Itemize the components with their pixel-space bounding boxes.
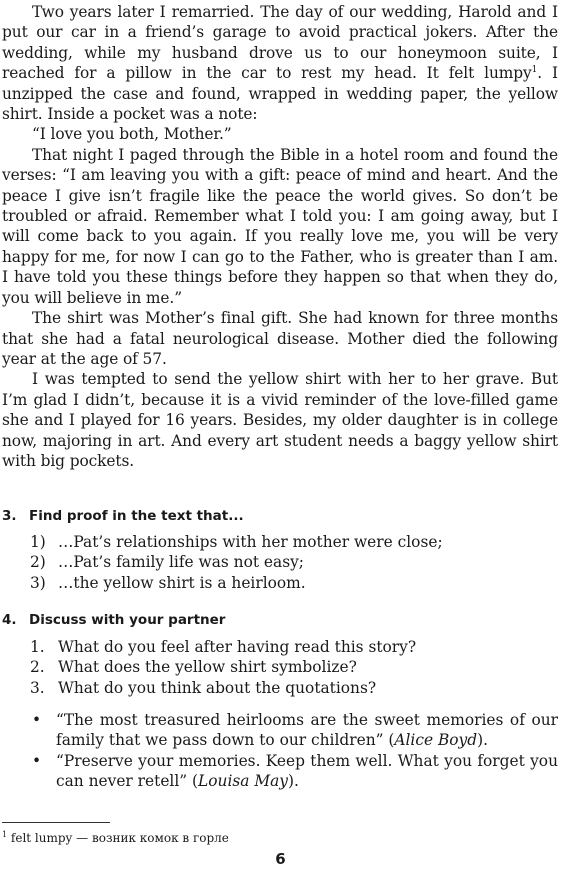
list-marker: 2) [30, 553, 46, 572]
list-item [30, 637, 558, 657]
list-item-text: What do you feel after having read this story? [58, 638, 417, 656]
story-paragraph-4: The shirt was Mother’s final gift. She had known for three months that she had a fatal neurological disease. Mother died the following year at the age of 57. [2, 309, 558, 368]
list-item-text: …Pat’s relationships with her mother were close; [58, 533, 443, 551]
list-item [30, 573, 558, 593]
list-marker: 3) [30, 573, 46, 592]
quotation-text: “Preserve your memories. Keep them well. What you forget you can never retell” ( [56, 751, 558, 791]
quotation-item [30, 710, 558, 751]
bullet-icon: • [32, 711, 42, 729]
task-4-heading [2, 611, 225, 629]
task-4-title: Discuss with your partner [29, 612, 226, 628]
story-paragraph-2: “I love you both, Mother.” [32, 125, 232, 144]
list-marker: 1) [30, 533, 46, 551]
task-4-list [30, 637, 558, 698]
list-item [30, 678, 558, 698]
task-4-number: 4. [2, 612, 17, 628]
footnote-text: felt lumpy — возник комок в горле [7, 831, 229, 845]
list-item [30, 532, 558, 552]
quotation-list [30, 710, 558, 792]
quotation-author: Louisa May [198, 772, 288, 791]
footnote-reference: 1 [531, 65, 538, 76]
task-3-heading [2, 507, 244, 525]
task-3-title: Find proof in the text that... [29, 508, 244, 524]
list-marker: 3. [30, 678, 45, 697]
task-3-number: 3. [2, 508, 17, 524]
quotation-end: ). [287, 772, 299, 791]
list-item-text: What does the yellow shirt symbolize? [58, 658, 357, 677]
quotation-author: Alice Boyd [394, 731, 478, 750]
list-marker: 1. [30, 638, 45, 656]
list-item-text: What do you think about the quotations? [58, 678, 377, 697]
list-item-text: …Pat’s family life was not easy; [58, 553, 304, 572]
list-item-text: …the yellow shirt is a heirloom. [58, 573, 306, 592]
list-item [30, 552, 558, 572]
quotation-end: ). [477, 731, 488, 750]
footnote-mark: 1 [2, 830, 8, 839]
page-number: 6 [275, 850, 286, 868]
quotation-item [30, 751, 558, 792]
story-paragraph-1 [2, 2, 558, 124]
bullet-icon: • [32, 751, 42, 770]
footnote-divider [2, 822, 110, 823]
story-paragraph-3: That night I paged through the Bible in a hotel room and found the verses: “I am leaving you with a gift: peace of mind and heart. And the peace I give isn’t fragile like the peace the world gives. So don’t be troubled or afraid. Remember what I told you: I am going away, but I will come back to you again. If you really love me, you will be very happy for me, for now I can go to the Father, who is greater than I am. I have told you these things before they happen so that when they do, you will believe in me.” [2, 145, 558, 307]
quotation-text: “The most treasured heirlooms are the sweet memories of our family that we pass down to our children” ( [56, 711, 558, 750]
footnote [2, 828, 229, 845]
list-marker: 2. [30, 658, 45, 677]
list-item [30, 657, 558, 677]
task-3-list [30, 532, 558, 593]
story-paragraph-5: I was tempted to send the yellow shirt with her to her grave. But I’m glad I didn’t, because it is a vivid reminder of the love-filled game she and I played for 16 years. Besides, my older daughter is in college now, majoring in art. And every art student needs a baggy yellow shirt with big pockets. [2, 370, 558, 470]
story-paragraph-1-text-b: . I unzipped the case and found, wrapped in wedding paper, the yellow shirt. Inside a pocket was a note: [2, 64, 558, 124]
story-text [2, 2, 558, 471]
story-paragraph-1-text-a: Two years later I remarried. The day of our wedding, Harold and I put our car in a friend’s garage to avoid practical jokers. After the wedding, while my husband drove us to our honeymoon suite, I reached for a pillow in the car to rest my head. It felt lumpy [2, 3, 558, 83]
